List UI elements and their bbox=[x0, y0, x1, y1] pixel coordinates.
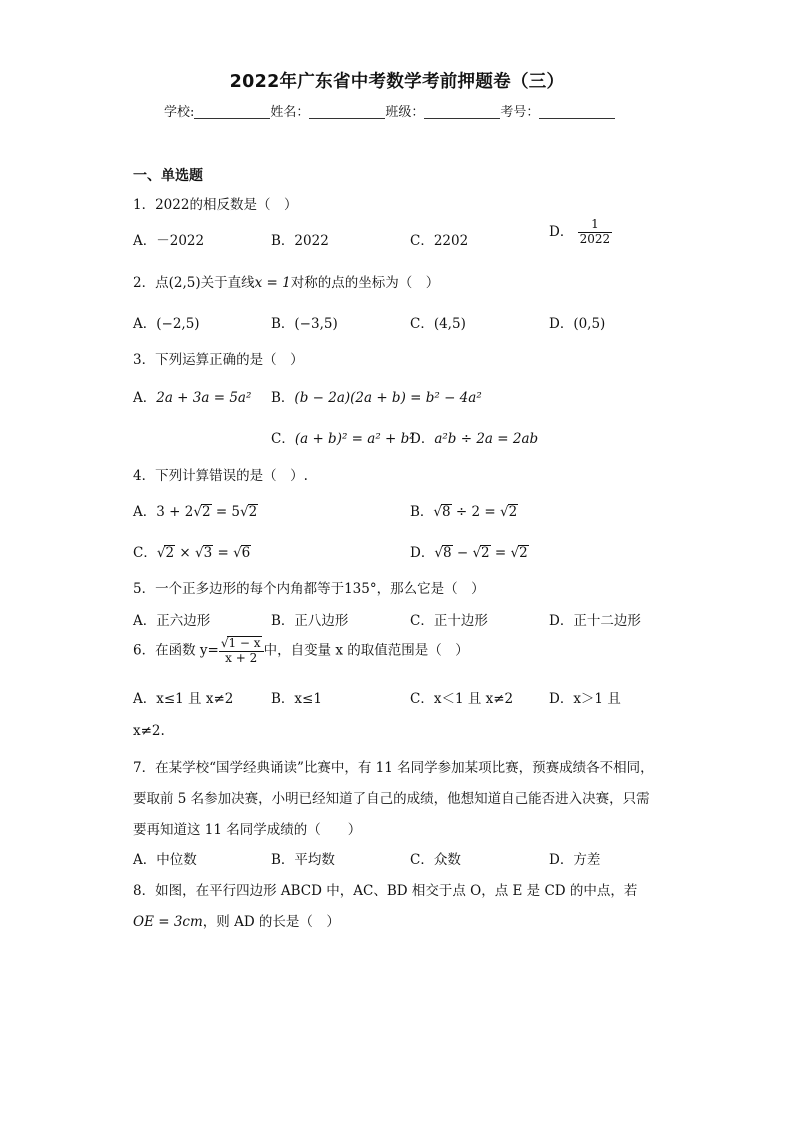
q6-numerator: √1 − x bbox=[219, 636, 264, 652]
fraction-denominator: 2022 bbox=[579, 231, 611, 246]
q7-option-a: A．中位数 bbox=[133, 852, 197, 868]
q3-option-c bbox=[271, 427, 415, 447]
q6-option-d-continued: x≠2. bbox=[133, 723, 165, 739]
q3-option-a-label: A． bbox=[133, 390, 157, 406]
q6-option-b: B．x≤1 bbox=[271, 691, 322, 707]
q3-option-a-expr: 2a + 3a = 5a² bbox=[156, 390, 252, 406]
fraction-numerator: 1 bbox=[578, 218, 613, 233]
q3-option-d bbox=[410, 427, 538, 447]
exam-no-blank bbox=[539, 104, 615, 119]
q4-option-a-label: A． bbox=[133, 504, 157, 520]
question-1-stem: 1．2022的相反数是（ ） bbox=[133, 197, 298, 213]
q6-radicand: 1 − x bbox=[228, 636, 261, 650]
q6-fraction bbox=[219, 636, 264, 666]
q5-text-1: 5．一个正多边形的每个内角都等于 bbox=[133, 581, 345, 597]
question-4-stem: 4．下列计算错误的是（ ）. bbox=[133, 468, 308, 484]
q8-condition: OE = 3cm bbox=[133, 914, 203, 930]
q6-text-1: 6．在函数 y= bbox=[133, 642, 219, 659]
q2-text-3: 对称的点的坐标为（ ） bbox=[290, 275, 440, 291]
q1-option-d-label: D． bbox=[549, 223, 574, 240]
page-title: 2022年广东省中考数学考前押题卷（三） bbox=[229, 72, 565, 92]
student-info bbox=[164, 101, 615, 120]
q7-option-b: B．平均数 bbox=[271, 852, 335, 868]
q5-angle: 135° bbox=[344, 581, 377, 597]
school-blank bbox=[194, 104, 270, 119]
q4-option-b-label: B． bbox=[410, 504, 434, 520]
q3-option-c-expr: (a + b)² = a² + b² bbox=[294, 431, 415, 447]
q3-option-d-expr: a²b ÷ 2a = 2ab bbox=[434, 431, 539, 447]
class-label: 班级： bbox=[385, 105, 425, 120]
name-blank bbox=[309, 104, 385, 119]
q2-line: x = 1 bbox=[254, 275, 291, 291]
q1-option-b: B．2022 bbox=[271, 233, 329, 249]
exam-no-label: 考号： bbox=[500, 105, 540, 120]
question-8-line-1: 8．如图，在平行四边形 ABCD 中，AC、BD 相交于点 O，点 E 是 CD 的中点，若 bbox=[133, 883, 638, 899]
name-label: 姓名： bbox=[270, 105, 310, 120]
q1-option-d-fraction bbox=[578, 218, 613, 247]
q4-option-c: C．√2 × √3 = √6 bbox=[133, 545, 251, 561]
q2-point: (2,5) bbox=[168, 275, 201, 291]
q3-option-b-label: B． bbox=[271, 390, 295, 406]
q5-option-c: C．正十边形 bbox=[410, 613, 488, 629]
section-heading: 一、单选题 bbox=[133, 168, 203, 184]
q4-option-a: A．3 + 2√2 = 5√2 bbox=[133, 504, 258, 520]
question-7-line-1: 7．在某学校“国学经典诵读”比赛中，有 11 名同学参加某项比赛，预赛成绩各不相同， bbox=[133, 760, 654, 776]
q5-option-d: D．正十二边形 bbox=[549, 613, 641, 629]
q4-option-d-label: D． bbox=[410, 545, 435, 561]
q5-text-2: ，那么它是（ ） bbox=[376, 581, 485, 597]
q2-text-2: 关于直线 bbox=[200, 275, 255, 291]
q3-option-d-label: D． bbox=[410, 431, 435, 447]
question-2-stem bbox=[133, 271, 439, 291]
q8-text: ，则 AD 的长是（ ） bbox=[202, 914, 340, 930]
q5-option-a: A．正六边形 bbox=[133, 613, 211, 629]
q4-option-c-label: C． bbox=[133, 545, 157, 561]
q5-option-b: B．正八边形 bbox=[271, 613, 349, 629]
question-5-stem bbox=[133, 577, 485, 597]
q4-option-d: D．√8 − √2 = √2 bbox=[410, 545, 528, 561]
q1-option-d bbox=[549, 218, 612, 247]
q6-option-c: C．x＜1 且 x≠2 bbox=[410, 691, 514, 707]
q3-option-b-expr: (b − 2a)(2a + b) = b² − 4a² bbox=[294, 390, 482, 406]
q7-option-d: D．方差 bbox=[549, 852, 601, 868]
question-8-line-2 bbox=[133, 910, 340, 930]
school-label: 学校: bbox=[164, 105, 195, 120]
q6-option-a: A．x≤1 且 x≠2 bbox=[133, 691, 234, 707]
q2-option-b: B．(−3,5) bbox=[271, 316, 338, 332]
question-7-line-2: 要取前 5 名参加决赛，小明已经知道了自己的成绩，他想知道自己能否进入决赛，只需 bbox=[133, 791, 650, 807]
q6-text-2: 中，自变量 x 的取值范围是（ ） bbox=[263, 642, 469, 659]
question-3-stem: 3．下列运算正确的是（ ） bbox=[133, 352, 304, 368]
question-6-stem bbox=[133, 636, 469, 666]
q2-option-c: C．(4,5) bbox=[410, 316, 466, 332]
q2-option-d: D．(0,5) bbox=[549, 316, 606, 332]
q3-option-b bbox=[271, 386, 482, 406]
class-blank bbox=[424, 104, 500, 119]
q1-option-a: A．－2022 bbox=[133, 233, 205, 249]
q2-text-1: 2．点 bbox=[133, 275, 169, 291]
q7-option-c: C．众数 bbox=[410, 852, 461, 868]
q3-option-c-label: C． bbox=[271, 431, 295, 447]
q6-option-d: D．x＞1 且 bbox=[549, 691, 621, 707]
q3-option-a bbox=[133, 386, 251, 406]
q6-denominator: x + 2 bbox=[225, 650, 258, 665]
q2-option-a: A．(−2,5) bbox=[133, 316, 200, 332]
q1-option-c: C．2202 bbox=[410, 233, 469, 249]
question-7-line-3: 要再知道这 11 名同学成绩的（ ） bbox=[133, 822, 362, 838]
q4-option-b: B．√8 ÷ 2 = √2 bbox=[410, 504, 518, 520]
